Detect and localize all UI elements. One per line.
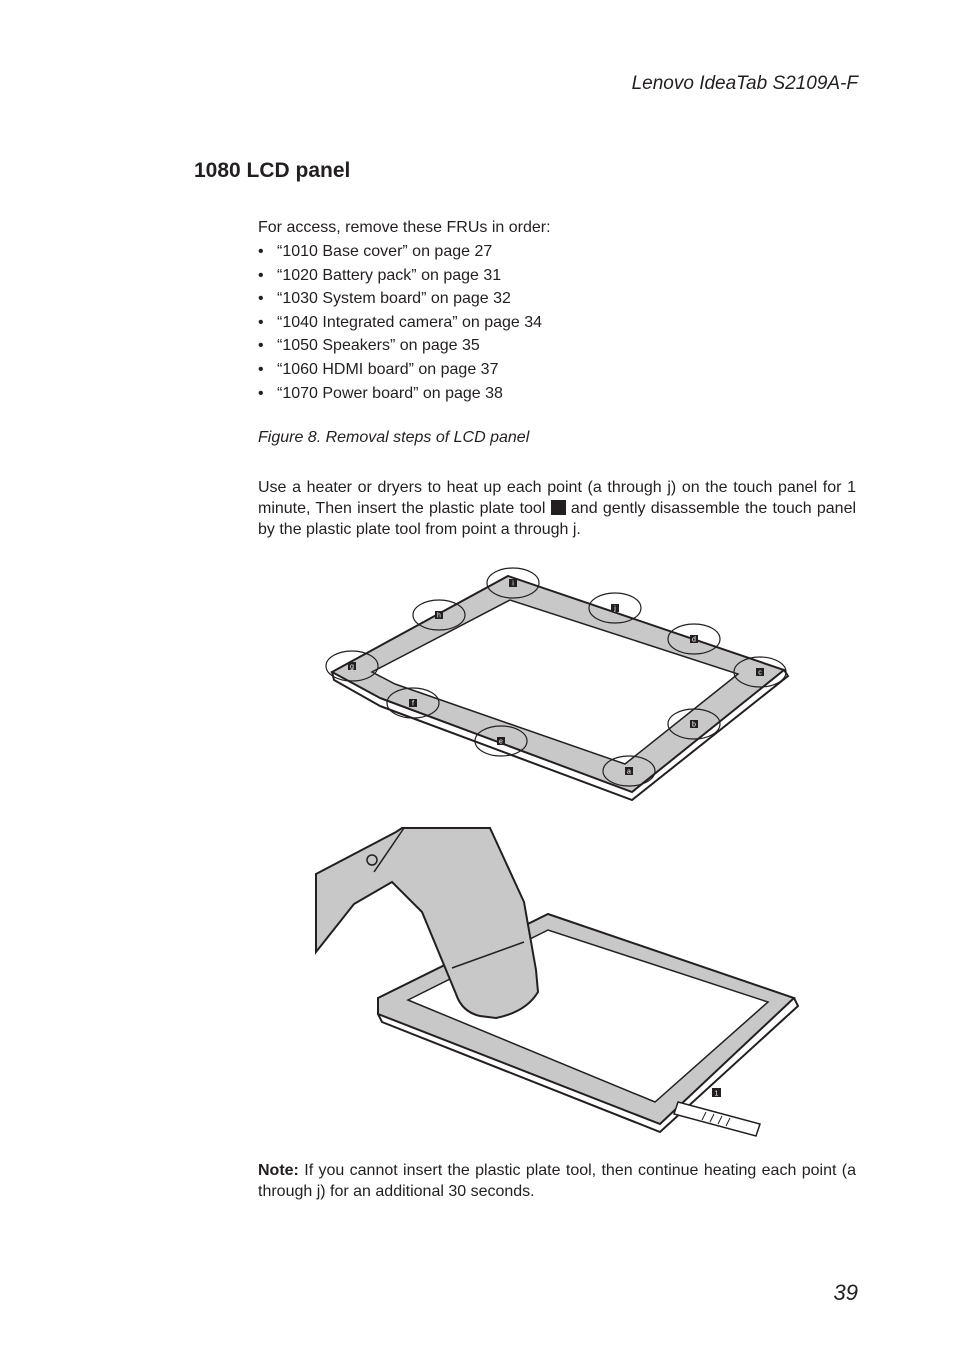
list-item [258,334,542,358]
bullet: • [258,243,264,260]
heat-point-label: b [692,721,696,729]
figure-caption: Figure 8. Removal steps of LCD panel [258,429,530,446]
note-paragraph [258,1160,856,1202]
bullet: • [258,313,264,331]
fru-list [258,240,542,405]
fru-link: “1040 Integrated camera” on page 34 [277,313,543,331]
bullet: • [258,360,264,378]
list-item [258,264,542,288]
tool-callout-label: 1 [714,1090,719,1098]
section-title: 1080 LCD panel [194,159,351,182]
fru-link: “1060 HDMI board” on page 37 [277,360,499,378]
fru-link: “1050 Speakers” on page 35 [277,337,480,355]
list-item [258,311,542,335]
page-number: 39 [833,1280,858,1305]
fru-link: “1010 Base cover” on page 27 [277,243,493,260]
note-text: If you cannot insert the plastic plate tool, then continue heating each point (a through j) for an additional 30 seconds. [258,1162,856,1200]
heat-point-label: f [412,700,414,708]
list-item [258,287,542,311]
bullet: • [258,266,264,284]
heat-point-label: g [350,663,354,671]
touch-panel-points-figure [320,560,800,805]
instruction-paragraph [258,477,856,540]
heat-point-label: d [692,636,696,644]
bullet: • [258,290,264,308]
heat-point-label: i [512,580,514,588]
instruction-text-1: Use a heater or dryers to heat up each point (a through j) on the touch panel for 1 minute, Then insert the plastic plate tool [258,479,856,517]
intro-text: For access, remove these FRUs in order: [258,219,551,236]
heater-tool-figure [312,822,812,1142]
running-header: Lenovo IdeaTab S2109A-F [631,73,858,94]
list-item [258,240,542,264]
heat-point-label: e [499,738,503,746]
heat-point-label: a [627,768,631,776]
bullet: • [258,337,264,355]
note-label: Note: [258,1162,299,1179]
fru-link: “1030 System board” on page 32 [277,290,511,308]
heat-point-label: c [758,669,762,677]
instruction-text-2: and gently disassemble the touch panel by the plastic plate tool from point a through j. [258,500,857,538]
list-item [258,382,542,406]
plastic-plate-tool [674,1102,760,1136]
bullet: • [258,384,264,402]
heat-point-label: j [614,605,616,613]
fru-link: “1020 Battery pack” on page 31 [277,266,502,284]
callout-square-icon [551,500,566,515]
heat-point-label: h [437,612,441,620]
fru-link: “1070 Power board” on page 38 [277,384,503,402]
list-item [258,358,542,382]
